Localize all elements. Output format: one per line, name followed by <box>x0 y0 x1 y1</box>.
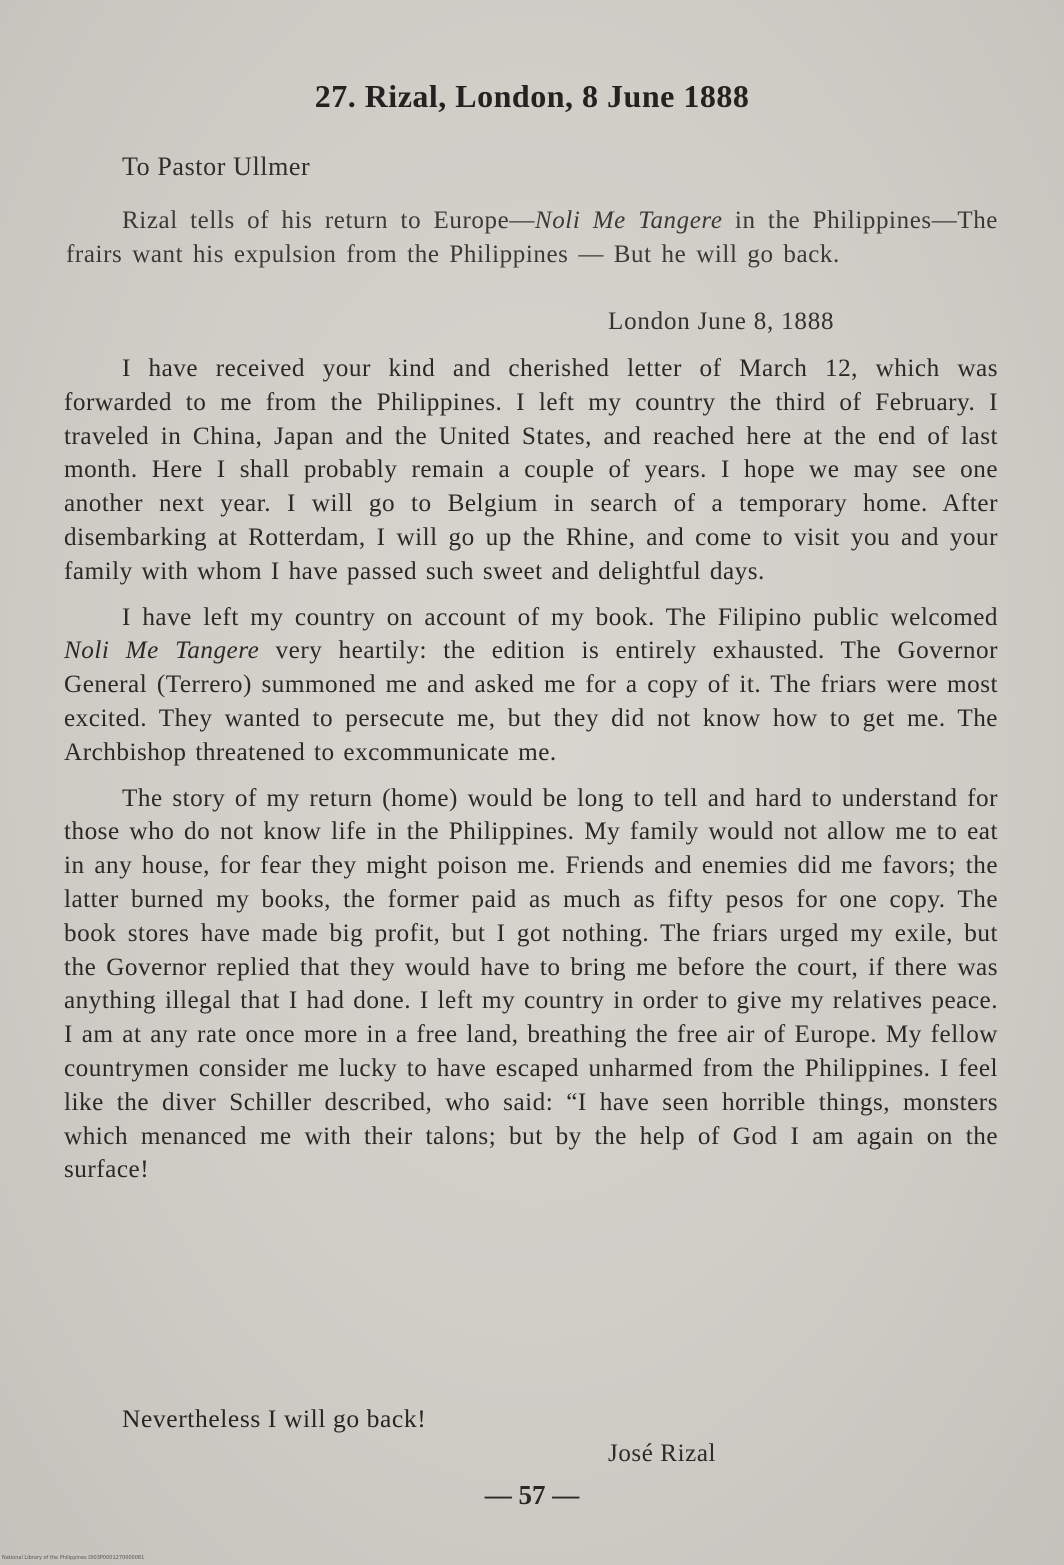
signature: José Rizal <box>608 1440 717 1467</box>
page-number: — 57 — <box>484 1480 580 1510</box>
closing-line: Nevertheless I will go back! <box>122 1404 427 1433</box>
addressee-line: To Pastor Ullmer <box>122 152 311 181</box>
summary-text-1: Rizal tells of his return to Europe— <box>122 207 535 234</box>
paragraph-2 <box>64 601 998 770</box>
dateline: London June 8, 1888 <box>608 308 835 335</box>
paragraph-2-text-a: I have left my country on account of my book. The Filipino public welcomed <box>122 603 998 631</box>
footer-credit: National Library of the Philippines DI03P0001270000081 <box>2 1555 145 1561</box>
paragraph-3: The story of my return (home) would be long to tell and hard to understand for those who do not know life in the Philippines. My family would not allow me to eat in any house, for fear they might poison me. Friends and enemies did me favors; the latter burned my books, the former paid as much as fifty pesos for one copy. The book stores have made big profit, but I got nothing. The friars urged my exile, but the Governor replied that they would have to bring me before the court, if there was anything illegal that I had done. I left my country in order to give my relatives peace. I am at any rate once more in a free land, breathing the free air of Europe. My fellow countrymen consider me lucky to have escaped unharmed from the Philippines. I feel like the diver Schiller described, who said: “I have seen horrible things, monsters which menanced me with their talons; but by the help of God I am again on the surface! <box>64 784 998 1184</box>
summary-text-2: in the Philippines—The frairs want his expulsion from the Philippines — But he will go back. <box>66 207 998 268</box>
letter-summary <box>66 204 998 272</box>
letter-body <box>64 352 998 1199</box>
paragraph-2-book-title: Noli Me Tangere <box>64 637 260 665</box>
letter-heading: 27. Rizal, London, 8 June 1888 <box>314 78 750 114</box>
summary-book-title: Noli Me Tangere <box>534 207 723 234</box>
paragraph-2-text-b: very heartily: the edition is entirely exhausted. The Governor General (Terrero) summoned me and asked me for a copy of it. The friars were most excited. They wanted to persecute me, but they did not know how to get me. The Archbishop threatened to excommunicate me. <box>64 637 998 766</box>
paragraph-1: I have received your kind and cherished letter of March 12, which was forwarded to me from the Philippines. I left my country the third of February. I traveled in China, Japan and the United States, and reached here at the end of last month. Here I shall probably remain a couple of years. I hope we may see one another next year. I will go to Belgium in search of a temporary home. After disembarking at Rotterdam, I will go up the Rhine, and come to visit you and your family with whom I have passed such sweet and delightful days. <box>64 355 998 585</box>
